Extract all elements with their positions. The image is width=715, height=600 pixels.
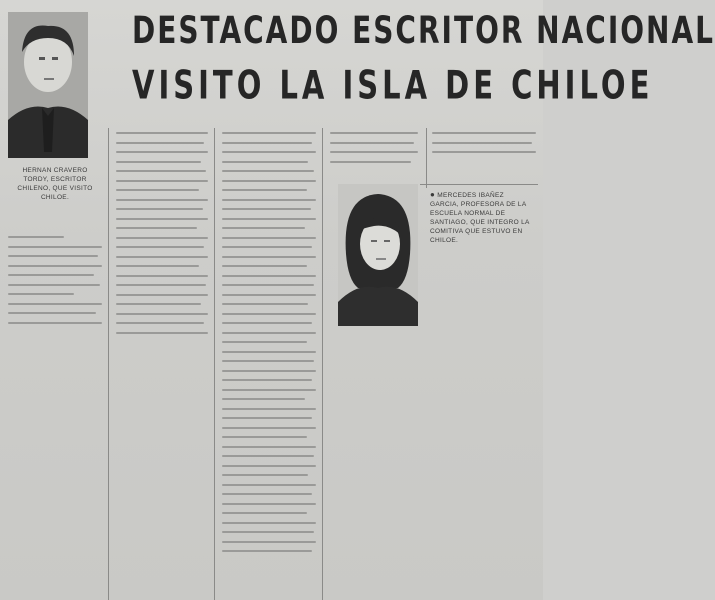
- headline-line-2: VISITO LA ISLA DE CHILOE: [132, 62, 654, 108]
- writer-photo: [8, 12, 88, 158]
- article-column-2: [116, 132, 208, 341]
- column-rule: [214, 128, 215, 600]
- column-rule: [322, 128, 323, 600]
- headline: [132, 4, 715, 112]
- writer-photo-caption: HERNAN CRAVERO TORDY, ESCRITOR CHILENO, QUE VISITO CHILOE.: [17, 167, 93, 201]
- headline-line-1: DESTACADO ESCRITOR NACIONAL: [132, 8, 715, 53]
- article-column-1: [8, 236, 102, 331]
- column-rule: [108, 128, 109, 600]
- teacher-photo-caption: [430, 190, 534, 245]
- bullet-icon: ●: [430, 190, 436, 199]
- caption-rule: [420, 184, 538, 185]
- article-column-3: [222, 132, 316, 560]
- article-column-5: [432, 132, 536, 161]
- teacher-photo: [338, 184, 418, 326]
- teacher-caption-text: MERCEDES IBAÑEZ GARCIA, PROFESORA DE LA ESCUELA NORMAL DE SANTIAGO, QUE INTEGRO LA COMITIVA QUE ESTUVO EN CHILOE.: [430, 192, 530, 244]
- article-column-4: [330, 132, 418, 170]
- column-rule: [426, 128, 427, 188]
